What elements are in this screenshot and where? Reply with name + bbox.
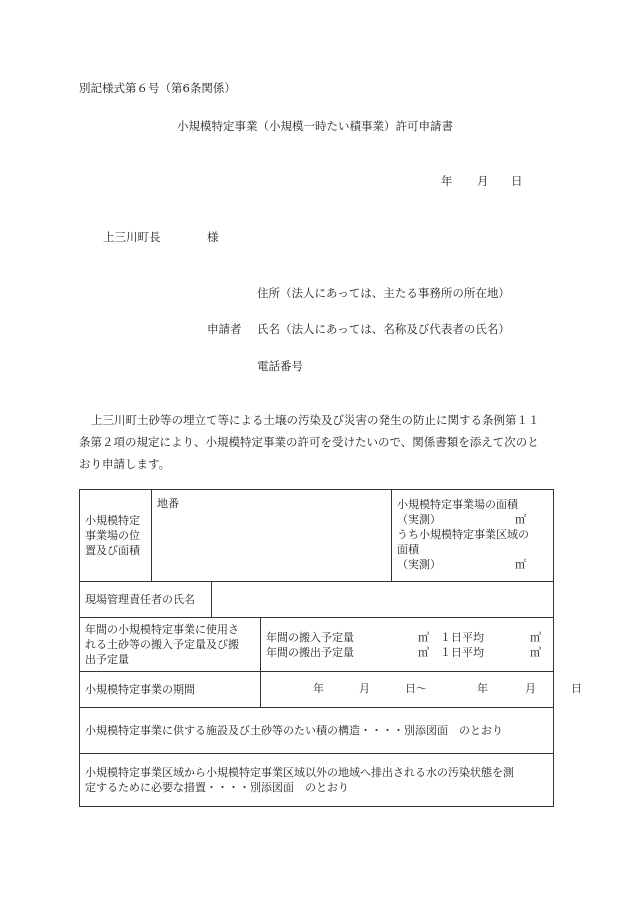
statement-line-3: おり申請します。 [79,457,171,471]
applicant-address-label: 住所（法人にあっては、主たる事務所の所在地） [257,286,510,300]
period-to-day: 日 [571,681,582,695]
zone-measured-label: （実測） [397,558,441,571]
area-measured-label: （実測） [397,513,441,526]
form-number: 別記様式第６号（第6条関係） [79,81,236,95]
period-row [80,672,554,708]
location-label-line-2: 事業場の位 [85,529,140,542]
chiban-cell[interactable] [152,490,392,582]
area-cell[interactable] [392,490,554,582]
volume-value-cell[interactable] [261,618,554,672]
volume-label-line-3: 出予定量 [85,653,129,666]
volume-label-line-2: れる土砂等の搬入予定量及び搬 [85,638,239,651]
period-from-year: 年 [313,681,324,695]
date-month: 月 [477,174,489,188]
structure-row [80,708,554,754]
volume-out-row [266,645,548,660]
volume-in-daily-avg-label: １日平均 [440,630,484,644]
structure-cell [80,708,554,754]
location-label-line-1: 小規模特定 [85,514,140,527]
application-statement [79,409,559,475]
volume-label-cell [80,618,261,672]
period-from-day: 日～ [405,681,427,695]
location-label-cell [80,490,152,582]
chiban-label: 地番 [157,497,179,510]
volume-out-daily-unit: ㎥ [530,645,541,659]
volume-in-daily-unit: ㎥ [530,630,541,644]
area-unit-m2: ㎡ [515,513,526,526]
zone-area-title-line-1: うち小規模特定事業区域の [397,528,529,541]
location-label-line-3: 置及び面積 [85,544,140,557]
period-label: 小規模特定事業の期間 [85,683,195,696]
volume-label-line-1: 年間の小規模特定事業に使用さ [85,623,239,636]
volume-in-unit: ㎥ [418,630,429,644]
period-label-cell [80,672,261,708]
addressee-name: 上三川町長 [103,230,161,244]
volume-out-daily-avg-label: １日平均 [440,645,484,659]
applicant-label: 申請者 [207,322,242,336]
volume-out-label: 年間の搬出予定量 [266,645,354,659]
statement-line-1: 上三川町土砂等の埋立て等による土壌の汚染及び災害の発生の防止に関する条例第１１ [91,413,540,427]
location-row [80,490,554,582]
area-title: 小規模特定事業場の面積 [397,498,518,511]
applicant-phone-label: 電話番号 [257,359,303,373]
zone-unit-m2: ㎡ [515,558,526,571]
manager-row [80,582,554,618]
application-table [79,489,582,807]
measures-cell [80,754,554,807]
measures-text-line-1: 小規模特定事業区域から小規模特定事業区域以外の地域へ排出される水の汚染状態を測 [85,766,514,779]
statement-line-2: 条第２項の規定により、小規模特定事業の許可を受けたいので、関係書類を添えて次のと [79,435,539,449]
manager-label-cell [80,582,212,618]
date-year: 年 [441,174,453,188]
date-day: 日 [511,174,523,188]
manager-label: 現場管理責任者の氏名 [85,593,195,606]
period-to-year: 年 [477,681,488,695]
structure-text: 小規模特定事業に供する施設及び土砂等のたい積の構造・・・・別添図面 のとおり [85,724,503,737]
volume-row [80,618,554,672]
measures-row [80,754,554,807]
measures-text-line-2: 定するために必要な措置・・・・別添図面 のとおり [85,781,349,794]
volume-out-unit: ㎥ [418,645,429,659]
zone-area-title-line-2: 面積 [397,543,419,556]
period-value-cell[interactable] [261,672,582,708]
volume-in-label: 年間の搬入予定量 [266,630,354,644]
applicant-name-label: 氏名（法人にあっては、名称及び代表者の氏名） [257,322,510,336]
period-from-month: 月 [359,681,370,695]
manager-value-cell[interactable] [212,582,554,618]
document-title: 小規模特定事業（小規模一時たい積事業）許可申請書 [177,119,453,133]
addressee-honorific: 様 [207,230,219,244]
volume-in-row [266,630,548,645]
period-to-month: 月 [525,681,536,695]
